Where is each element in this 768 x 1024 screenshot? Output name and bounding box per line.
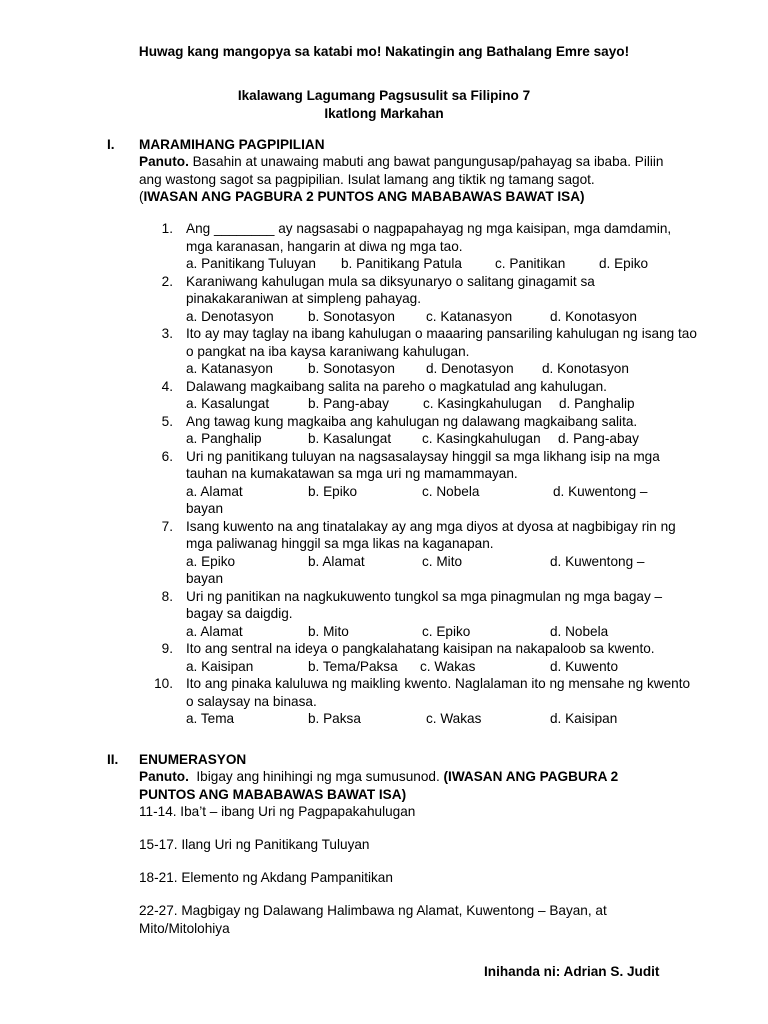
question-choices xyxy=(186,430,699,448)
choice-b: b. Kasalungat xyxy=(308,431,392,446)
choice-a: a. Alamat xyxy=(186,483,243,499)
question-choices xyxy=(186,308,699,326)
enum-item: 22-27. Magbigay ng Dalawang Halimbawa ng Alamat, Kuwentong – Bayan, at Mito/Mitolohiya xyxy=(139,903,607,936)
choice-d: d. Nobela xyxy=(550,623,609,639)
question-text: Karaniwang kahulugan mula sa diksyunaryo o salitang ginagamit sa pinakakaraniwan at simpleng pahayag. xyxy=(186,273,595,306)
choice-a: a. Kaisipan xyxy=(186,658,254,674)
choice-wrap: bayan xyxy=(186,571,224,586)
choice-c: c. Mito xyxy=(422,553,463,569)
choice-a: a. Katanasyon xyxy=(186,361,273,376)
choice-b: b. Sonotasyon xyxy=(308,308,395,324)
question-number: 5. xyxy=(161,413,173,429)
choice-d: d. Panghalip xyxy=(559,396,635,411)
choice-a: a. Alamat xyxy=(186,623,243,639)
question xyxy=(139,220,699,273)
choice-c: c. Katanasyon xyxy=(426,308,513,324)
section1-rule: IWASAN ANG PAGBURA 2 PUNTOS ANG MABABAWAS BAWAT ISA) xyxy=(143,189,585,204)
choice-a: a. Kasalungat xyxy=(186,396,270,411)
choice-d: d. Kaisipan xyxy=(550,711,618,726)
question-text: Ito ang pinaka kaluluwa ng maikling kwento. Naglalaman ito ng mensahe ng kwento o salaysay na binasa. xyxy=(186,676,691,709)
choice-b: b. Paksa xyxy=(308,711,361,726)
question-number: 10. xyxy=(154,676,173,691)
warning-line: Huwag kang mangopya sa katabi mo! Nakatingin ang Bathalang Emre sayo! xyxy=(138,44,630,59)
choice-c: c. Kasingkahulugan xyxy=(422,431,541,446)
question-text: Ang ________ ay nagsasabi o nagpapahayag ng mga kaisipan, mga damdamin, mga karanasan, hangarin at diwa ng mga tao. xyxy=(186,221,672,254)
question-text: Uri ng panitikan na nagkukuwento tungkol sa mga pinagmulan ng mga bagay – bagay sa daigdig. xyxy=(186,588,663,621)
choice-d: d. Konotasyon xyxy=(542,361,629,376)
enum-item: 11-14. Iba’t – ibang Uri ng Pagpapakahulugan xyxy=(139,804,416,819)
section2-rule: (IWASAN ANG PAGBURA 2 PUNTOS ANG MABABAWAS BAWAT ISA) xyxy=(139,769,619,802)
choice-b: b. Pang-abay xyxy=(308,396,389,411)
section2-panuto-label: Panuto. xyxy=(139,769,189,784)
enum-item: 18-21. Elemento ng Akdang Pampanitikan xyxy=(139,870,393,885)
question-number: 2. xyxy=(161,273,173,289)
choice-a: a. Epiko xyxy=(186,553,236,569)
question-text: Ito ang sentral na ideya o pangkalahatang kaisipan na nakapaloob sa kwento. xyxy=(186,641,655,656)
question-number: 3. xyxy=(161,326,173,341)
question-choices xyxy=(186,483,699,501)
choice-b: b. Epiko xyxy=(308,483,358,499)
question-choices xyxy=(186,658,699,676)
choice-wrap: bayan xyxy=(186,501,224,516)
question-choices xyxy=(186,623,699,641)
question-text: Isang kuwento na ang tinatalakay ay ang mga diyos at dyosa at nagbibigay rin ng mga paliwanag hinggil sa mga likas na kaganapan. xyxy=(186,518,676,551)
question xyxy=(139,325,699,378)
choice-c: c. Panitikan xyxy=(495,256,566,271)
section1-title: MARAMIHANG PAGPIPILIAN xyxy=(139,137,325,152)
section1-instructions xyxy=(139,153,679,206)
section2-panuto-text: Ibigay ang hinihingi ng mga sumusunod. xyxy=(188,769,444,784)
question-number: 9. xyxy=(161,641,173,656)
section1-rule-open: ( xyxy=(139,189,144,204)
question-text: Uri ng panitikang tuluyan na nagsasalaysay hinggil sa mga likhang isip na mga tauhan na kumakatawan sa mga uri ng mamammayan. xyxy=(186,448,660,481)
choice-b: b. Alamat xyxy=(308,553,365,569)
section2-heading xyxy=(107,751,246,769)
choice-a: a. Panghalip xyxy=(186,431,262,446)
question-number: 4. xyxy=(161,378,173,394)
exam-title-line2: Ikatlong Markahan xyxy=(324,105,444,121)
question-number: 8. xyxy=(161,588,173,604)
question xyxy=(139,640,699,675)
choice-b: b. Mito xyxy=(308,623,349,639)
choice-d: d. Epiko xyxy=(599,256,649,271)
choice-c: c. Nobela xyxy=(422,483,480,499)
choice-d: d. Pang-abay xyxy=(558,431,639,446)
question-number: 7. xyxy=(161,518,173,534)
question xyxy=(139,675,699,728)
question-text: Ito ay may taglay na ibang kahulugan o maaaring pansariling kahulugan ng isang tao o pangkat na iba kaysa karaniwang kahulugan. xyxy=(186,326,697,359)
section1-numeral: I. xyxy=(107,137,115,152)
question-number: 6. xyxy=(161,448,173,464)
question xyxy=(139,273,699,326)
question xyxy=(139,448,699,518)
prepared-by: Inihanda ni: Adrian S. Judit xyxy=(484,964,660,979)
choice-c: c. Kasingkahulugan xyxy=(423,396,542,411)
question-choices xyxy=(186,710,699,728)
exam-title xyxy=(0,87,768,122)
choice-d: d. Kuwento xyxy=(550,658,619,674)
question-text: Dalawang magkaibang salita na pareho o magkatulad ang kahulugan. xyxy=(186,378,607,394)
choice-d: d. Kuwentong – xyxy=(553,483,648,499)
choice-d: d. Kuwentong – xyxy=(550,553,645,569)
question-list xyxy=(139,220,699,728)
choice-b: b. Tema/Paksa xyxy=(308,658,398,674)
question xyxy=(139,588,699,641)
choice-c: c. Wakas xyxy=(426,711,482,726)
section2-numeral: II. xyxy=(107,752,119,767)
question-choices xyxy=(186,553,699,571)
section1-panuto-label: Panuto. xyxy=(139,154,189,169)
question-choices xyxy=(186,255,699,273)
question-number: 1. xyxy=(161,221,173,236)
choice-c: d. Denotasyon xyxy=(426,361,514,376)
choice-b: b. Sonotasyon xyxy=(308,361,395,376)
section2-instructions xyxy=(139,768,659,803)
exam-title-line1: Ikalawang Lagumang Pagsusulit sa Filipino 7 xyxy=(237,88,531,103)
question-text: Ang tawag kung magkaiba ang kahulugan ng dalawang magkaibang salita. xyxy=(186,413,638,429)
question xyxy=(139,518,699,588)
choice-c: c. Epiko xyxy=(422,623,471,639)
question-choices xyxy=(186,395,699,413)
question xyxy=(139,413,699,448)
choice-d: d. Konotasyon xyxy=(550,308,637,324)
choice-a: a. Tema xyxy=(186,711,235,726)
question xyxy=(139,378,699,413)
enum-item: 15-17. Ilang Uri ng Panitikang Tuluyan xyxy=(139,837,370,852)
choice-a: a. Panitikang Tuluyan xyxy=(186,256,316,271)
choice-b: b. Panitikang Patula xyxy=(341,256,462,271)
section1-heading xyxy=(107,136,325,154)
choice-a: a. Denotasyon xyxy=(186,308,274,324)
question-choices xyxy=(186,360,699,378)
choice-c: c. Wakas xyxy=(420,658,476,674)
section1-panuto-text: Basahin at unawaing mabuti ang bawat pangungusap/pahayag sa ibaba. Piliin ang wastong sagot sa pagpipilian. Isulat lamang ang tiktik ng tamang sagot. xyxy=(139,154,664,187)
section2-title: ENUMERASYON xyxy=(139,752,247,767)
